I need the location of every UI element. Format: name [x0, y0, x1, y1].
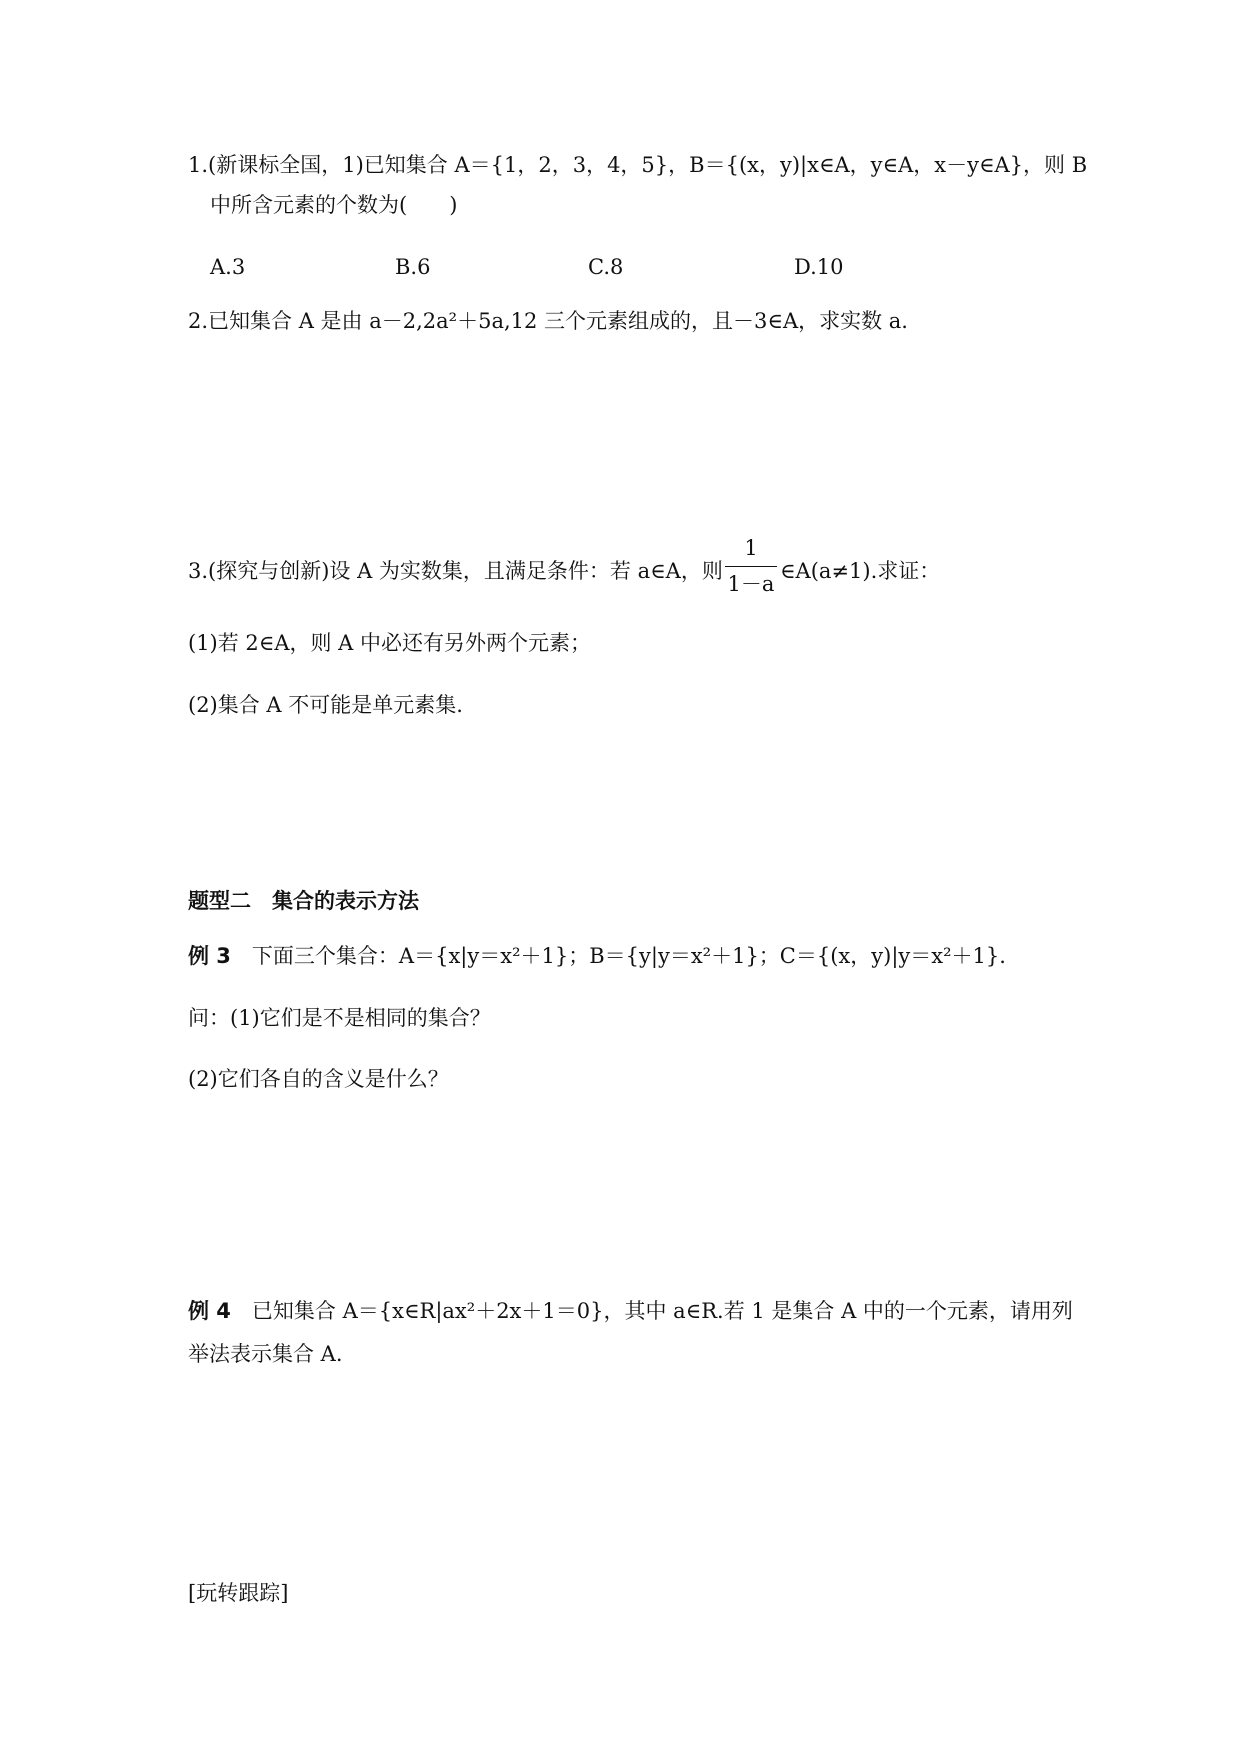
- example3-line: [188, 941, 1006, 971]
- option-a: A.3: [210, 255, 246, 279]
- fraction-numerator: 1: [744, 536, 758, 560]
- fraction-bar: [725, 566, 777, 567]
- example4-label: 例 4: [188, 1299, 231, 1323]
- fraction-denominator: 1－a: [727, 572, 775, 596]
- problem3-suffix: ∈A(a≠1).求证：: [780, 559, 941, 583]
- example4-line2: 举法表示集合 A.: [188, 1342, 343, 1366]
- fraction: [725, 534, 777, 598]
- option-d: D.10: [794, 255, 844, 279]
- example3-text: 下面三个集合：A＝{x|y＝x²＋1}；B＝{y|y＝x²＋1}；C＝{(x，y)|y＝x²＋1}.: [230, 944, 1006, 968]
- example3-q2: (2)它们各自的含义是什么？: [188, 1067, 449, 1091]
- example4-line1: [188, 1296, 1073, 1326]
- problem2-text: 2.已知集合 A 是由 a－2,2a²＋5a,12 三个元素组成的，且－3∈A，求实数 a.: [188, 309, 908, 333]
- option-c: C.8: [588, 255, 624, 279]
- example4-text: 已知集合 A＝{x∈R|ax²＋2x＋1＝0}，其中 a∈R.若 1 是集合 A 中的一个元素，请用列: [230, 1299, 1073, 1323]
- example3-label: 例 3: [188, 944, 231, 968]
- problem3-part2: (2)集合 A 不可能是单元素集.: [188, 693, 463, 717]
- problem1-line2: 中所含元素的个数为( ): [210, 193, 458, 217]
- tracking-label: [玩转跟踪]: [188, 1581, 289, 1605]
- problem3-part1: (1)若 2∈A，则 A 中必还有另外两个元素；: [188, 631, 592, 655]
- example3-q1: 问：(1)它们是不是相同的集合？: [188, 1006, 491, 1030]
- option-b: B.6: [395, 255, 431, 279]
- problem3-prefix: 3.(探究与创新)设 A 为实数集，且满足条件：若 a∈A，则: [188, 559, 723, 583]
- problem1-line1: 1.(新课标全国，1)已知集合 A＝{1，2，3，4，5}，B＝{(x，y)|x∈A，y∈A，x－y∈A}，则 B: [188, 153, 1088, 177]
- section-title: 题型二 集合的表示方法: [188, 889, 419, 913]
